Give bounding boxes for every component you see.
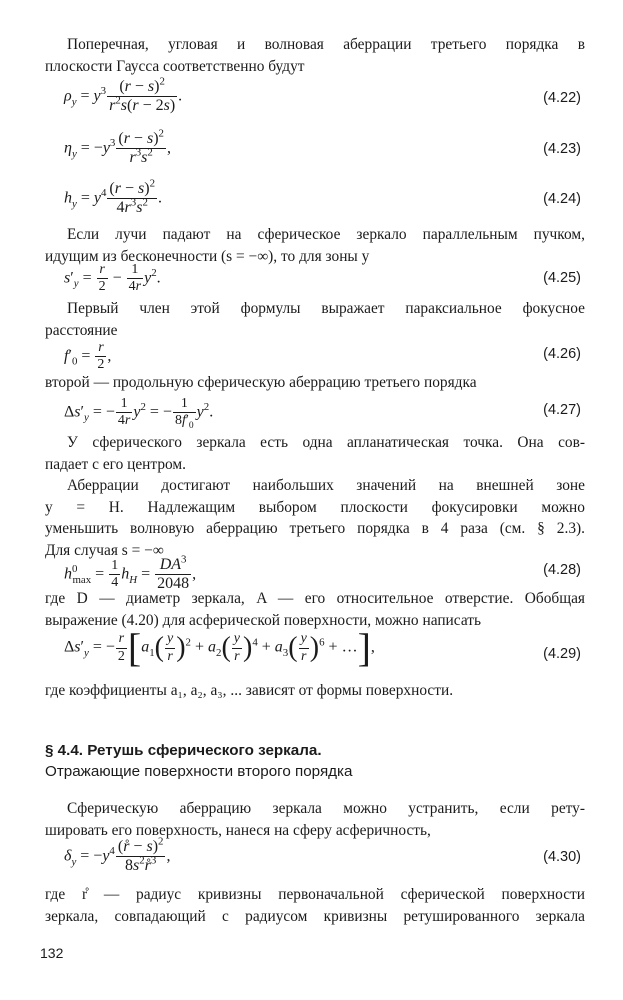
equation-4-27: $\Delta s'_y$ = − $\frac{1}{4r}$ $y^2$ = − $\frac{1}{8f'_0}$ $y^2$. [64, 396, 214, 431]
equation-number: (4.22) [543, 90, 581, 106]
text-line: где D — диаметр зеркала, A — его относительное отверстие. Обобщая [45, 590, 585, 607]
equation-number: (4.27) [543, 402, 581, 418]
equation-4-25: $s'_y$ = $\frac{r}{2}$ − $\frac{1}{4r}$ $y^2$. [64, 262, 161, 295]
paragraph-parallel-beam [45, 224, 585, 267]
paragraph-focal-distance [45, 298, 585, 341]
equation-number: (4.26) [543, 346, 581, 362]
text-line: где r̊ — радиус кривизны первоначальной сферической поверхности [45, 886, 585, 903]
text-line: идущим из бесконечности (s = −∞), то для зоны y [45, 247, 370, 265]
equation-4-28: $h^0_{max}$ = $\frac{1}{4}$ $h_H$ = $\frac{DA^3}{2048}$ , [64, 553, 197, 593]
text-line: второй — продольную сферическую аберрацию третьего порядка [45, 374, 477, 391]
text-line: У сферического зеркала есть одна апланатическая точка. Она сов- [67, 434, 585, 451]
equation-number: (4.29) [543, 646, 581, 662]
equation-4-29: $\Delta s'_y$ = − $\frac{r}{2}$ [$a_1$( $\frac{y}{r}$ )$^2 + a_2$( $\frac{y}{r}$ )$^4 + a_3$( $\frac{y}{r}$ )$^6$ + …], [64, 625, 375, 670]
equation-number: (4.24) [543, 191, 581, 207]
text-line: зеркала, совпадающий с радиусом кривизны ретушированного зеркала [45, 907, 585, 925]
equation-number: (4.25) [543, 270, 581, 286]
paragraph-aberrations-intro [45, 34, 585, 77]
text-line: Первый член этой формулы выражает параксиальное фокусное [67, 300, 585, 317]
text-line: Аберрации достигают наибольших значений на внешней зоне [67, 477, 585, 494]
text-line: Сферическую аберрацию зеркала можно устранить, если рету- [67, 800, 585, 817]
text-line: уменьшить волновую аберрацию третьего порядка в 4 раза (см. § 2.3). [45, 520, 585, 537]
equation-4-26: $f'_0$ = $\frac{r}{2}$ , [64, 340, 112, 373]
paragraph-outer-zone [45, 475, 585, 561]
section-title: § 4.4. Ретушь сферического зеркала. [45, 742, 322, 759]
text-line: Поперечная, угловая и волновая аберрации третьего порядка в [67, 36, 585, 53]
text-line: y = H. Надлежащим выбором плоскости фокусировки можно [45, 498, 585, 516]
equation-4-24: $h_y = y^4$ $\frac{(r - s)^2}{4r^3s^2}$ . [64, 177, 162, 217]
paragraph-aplanatic [45, 432, 585, 475]
equation-4-30: $\delta_y = -y^4$ $\frac{(r̊ - s)^2}{8s^2r̊^3}$ , [64, 835, 171, 875]
equation-number: (4.30) [543, 849, 581, 865]
section-subtitle: Отражающие поверхности второго порядка [45, 763, 353, 780]
paragraph-longitudinal [45, 372, 585, 394]
equation-number: (4.28) [543, 562, 581, 578]
text-line: шировать его поверхность, нанеся на сферу асферичность, [45, 821, 431, 839]
page-number: 132 [40, 945, 64, 961]
text-line: плоскости Гаусса соответственно будут [45, 57, 305, 75]
text-line: где коэффициенты a₁, a₂, a₃, ... зависят от формы поверхности. [45, 682, 454, 699]
equation-number: (4.23) [543, 141, 581, 157]
section-heading [45, 740, 585, 782]
text-line: падает с его центром. [45, 455, 187, 473]
paragraph-coefficients [45, 680, 585, 702]
paragraph-radius [45, 884, 585, 927]
equation-4-23: $\eta_y = -y^3$ $\frac{(r - s)^2}{r^3s^2}$ , [64, 127, 171, 167]
text-line: Если лучи падают на сферическое зеркало параллельным пучком, [67, 226, 585, 243]
text-line: расстояние [45, 321, 118, 339]
text-line: Для случая s = −∞ [45, 541, 164, 559]
equation-4-22: $\rho_y = y^3$ $\frac{(r - s)^2}{r^2s(r - 2s)}$ . [64, 75, 183, 115]
paragraph-retouch [45, 798, 585, 841]
text-line: выражение (4.20) для асферической поверхности, можно написать [45, 611, 481, 629]
paragraph-diameter [45, 588, 585, 631]
